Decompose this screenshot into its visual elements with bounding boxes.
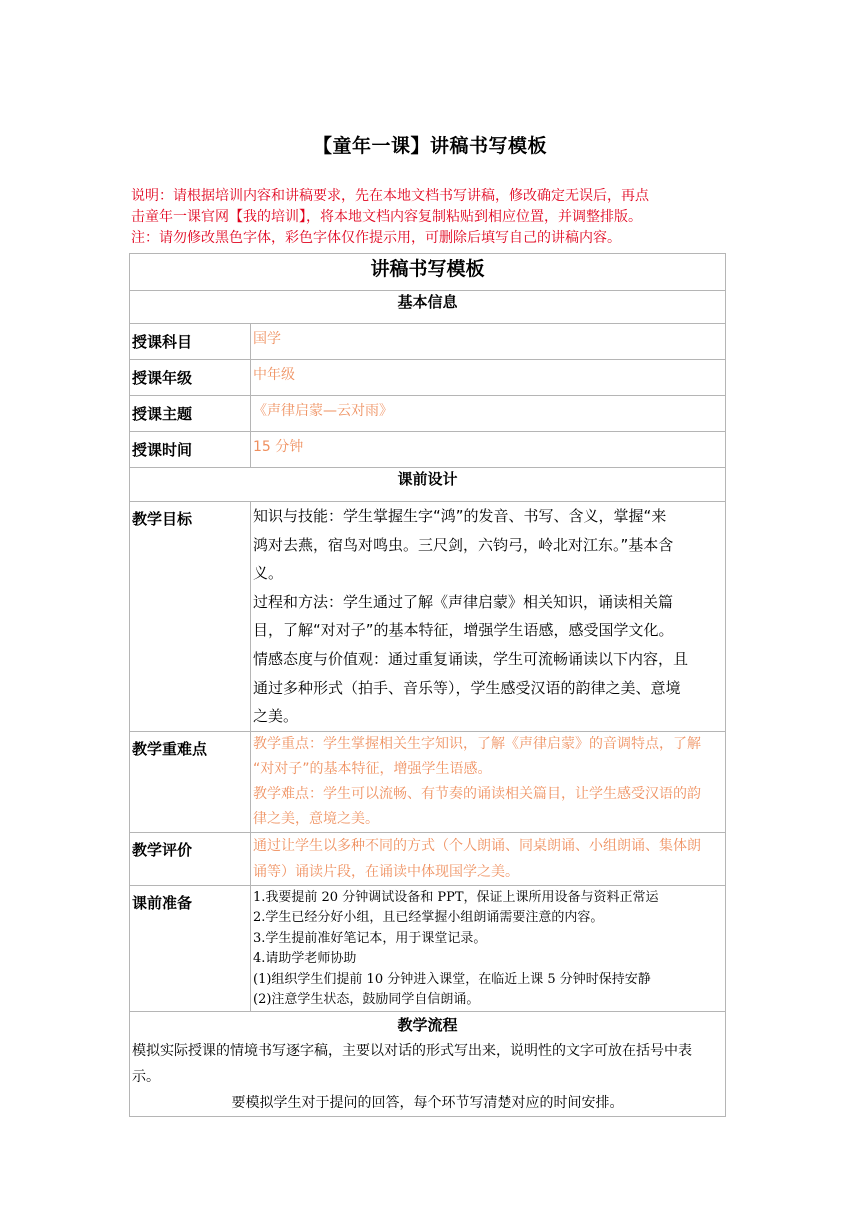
field-row-grade [130,360,726,396]
preparation-line: 1.我要提前 20 分钟调试设备和 PPT，保证上课所用设备与资料正常运 [253,889,659,905]
preparation-label: 课前准备 [130,885,251,1011]
goals-line: 知识与技能：学生掌握生字“鸿”的发音、书写、含义，掌握“来 [253,507,667,525]
goals-line: 情感态度与价值观：通过重复诵读，学生可流畅诵读以下内容，且 [253,649,689,668]
field-label: 授课年级 [130,360,251,396]
duration-value[interactable]: 15 分钟 [251,432,726,468]
flow-note-line: 模拟实际授课的情境书写逐字稿，主要以对话的形式写出来，说明性的文字可放在括号中表 [132,1042,692,1059]
template-table [129,253,726,1117]
preparation-line: (2)注意学生状态，鼓励同学自信朗诵。 [253,992,480,1008]
flow-content[interactable] [130,1011,726,1116]
flow-note-line: 示。 [132,1068,160,1085]
difficulties-line: 教学难点：学生可以流畅、有节奏的诵读相关篇目，让学生感受汉语的韵 [253,785,701,802]
design-header: 课前设计 [130,468,726,502]
difficulties-row [130,731,726,832]
goals-line: 目，了解“对对子”的基本特征，增强学生语感，感受国学文化。 [253,621,674,640]
difficulties-content[interactable] [251,731,726,832]
goals-label: 教学目标 [130,502,251,732]
preparation-line: 4.请助学老师协助 [253,951,357,967]
flow-row [130,1011,726,1116]
grade-value[interactable]: 中年级 [251,360,726,396]
topic-value[interactable]: 《声律启蒙—云对雨》 [251,396,726,432]
basic-info-header: 基本信息 [130,291,726,324]
preparation-line: 2.学生已经分好小组，且已经掌握小组朗诵需要注意的内容。 [253,910,604,926]
instructions-notice [131,186,731,249]
goals-content[interactable] [251,502,726,732]
table-title: 讲稿书写模板 [130,254,726,291]
field-row-subject [130,324,726,360]
field-label: 授课科目 [130,324,251,360]
evaluation-row [130,832,726,885]
flow-header: 教学流程 [397,1015,458,1034]
goals-line: 通过多种形式（拍手、音乐等），学生感受汉语的韵律之美、意境 [253,678,681,697]
subject-value[interactable]: 国学 [251,324,726,360]
flow-note-time: 要模拟学生对于提问的回答，每个环节写清楚对应的时间安排。 [231,1094,624,1111]
difficulties-line: 教学重点：学生掌握相关生字知识，了解《声律启蒙》的音调特点，了解 [253,735,701,752]
field-row-duration [130,432,726,468]
preparation-line: (1)组织学生们提前 10 分钟进入课堂，在临近上课 5 分钟时保持安静 [253,971,651,987]
goals-line: 鸿对去燕，宿鸟对鸣虫。三尺剑，六钧弓，岭北对江东。”基本含 [253,535,674,554]
difficulties-line: 律之美，意境之美。 [253,810,379,827]
preparation-row [130,885,726,1011]
difficulties-label: 教学重难点 [130,731,251,832]
evaluation-content[interactable] [251,832,726,885]
goals-line: 之美。 [253,707,299,726]
notice-line: 注：请勿修改黑色字体，彩色字体仅作提示用，可删除后填写自己的讲稿内容。 [131,230,621,246]
preparation-content[interactable] [251,885,726,1011]
goals-row [130,502,726,732]
page-title: 【童年一课】讲稿书写模板 [312,135,547,157]
notice-line: 击童年一课官网【我的培训】，将本地文档内容复制粘贴到相应位置，并调整排版。 [131,209,642,225]
field-label: 授课时间 [130,432,251,468]
difficulties-line: “对对子”的基本特征，增强学生语感。 [253,760,492,777]
evaluation-label: 教学评价 [130,832,251,885]
goals-line: 义。 [253,564,284,583]
preparation-line: 3.学生提前准好笔记本，用于课堂记录。 [253,930,487,946]
field-label: 授课主题 [130,396,251,432]
evaluation-line: 诵等）诵读片段，在诵读中体现国学之美。 [253,863,519,880]
evaluation-line: 通过让学生以多种不同的方式（个人朗诵、同桌朗诵、小组朗诵、集体朗 [253,837,701,854]
goals-line: 过程和方法：学生通过了解《声律启蒙》相关知识，诵读相关篇 [253,592,674,611]
field-row-topic [130,396,726,432]
notice-line: 说明：请根据培训内容和讲稿要求，先在本地文档书写讲稿，修改确定无误后，再点 [131,188,649,204]
